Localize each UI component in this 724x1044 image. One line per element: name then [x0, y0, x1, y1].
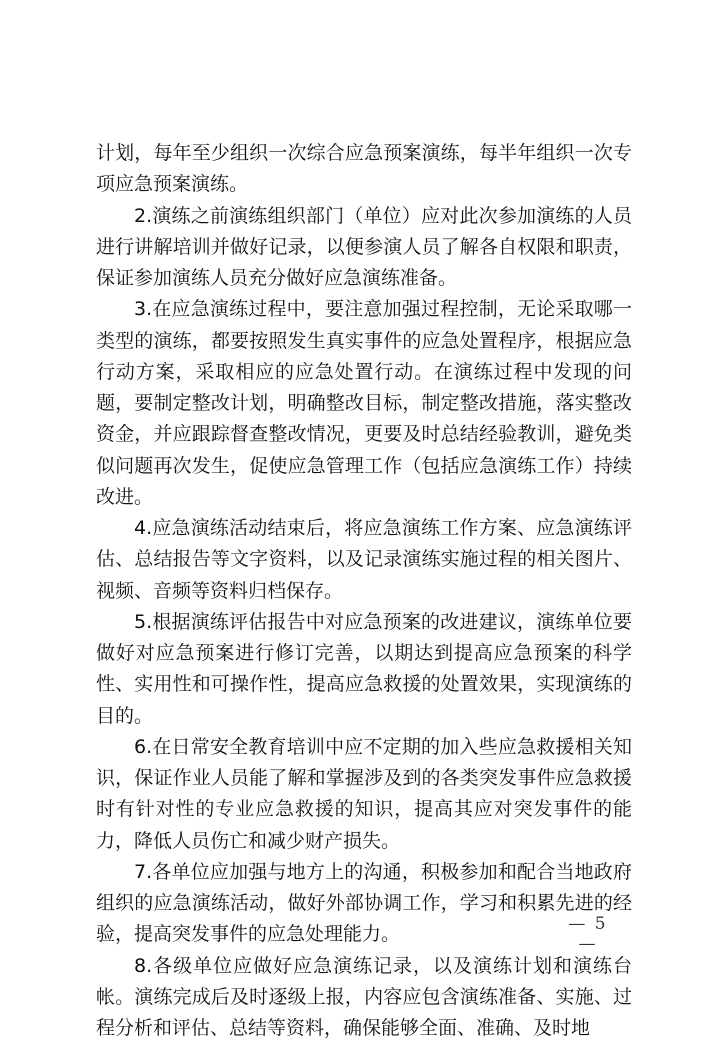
page-number: — 5 —: [556, 914, 620, 954]
paragraph-item-4: 4.应急演练活动结束后，将应急演练工作方案、应急演练评估、总结报告等文字资料，以及记录演练实施过程的相关图片、视频、音频等资料归档保存。: [96, 513, 632, 607]
paragraph-item-3: 3.在应急演练过程中，要注意加强过程控制，无论采取哪一类型的演练，都要按照发生真实事件的应急处置程序，根据应急行动方案，采取相应的应急处置行动。在演练过程中发现的问题，要制定整改计划，明确整改目标，制定整改措施，落实整改资金，并应跟踪督查整改情况，更要及时总结经验教训，避免类似问题再次发生，促使应急管理工作（包括应急演练工作）持续改进。: [96, 294, 632, 513]
paragraph-item-2: 2.演练之前演练组织部门（单位）应对此次参加演练的人员进行讲解培训并做好记录，以便参演人员了解各自权限和职责，保证参加演练人员充分做好应急演练准备。: [96, 201, 632, 295]
paragraph-item-8: 8.各级单位应做好应急演练记录，以及演练计划和演练台帐。演练完成后及时逐级上报，内容应包含演练准备、实施、过程分析和评估、总结等资料，确保能够全面、准确、及时地: [96, 951, 632, 1044]
paragraph-item-6: 6.在日常安全教育培训中应不定期的加入些应急救援相关知识，保证作业人员能了解和掌握涉及到的各类突发事件应急救援时有针对性的专业应急救援的知识，提高其应对突发事件的能力，降低人员伤亡和减少财产损失。: [96, 732, 632, 857]
paragraph-item-5: 5.根据演练评估报告中对应急预案的改进建议，演练单位要做好对应急预案进行修订完善，以期达到提高应急预案的科学性、实用性和可操作性，提高应急救援的处置效果，实现演练的目的。: [96, 607, 632, 732]
paragraph-continuation: 计划，每年至少组织一次综合应急预案演练，每半年组织一次专项应急预案演练。: [96, 138, 632, 201]
document-body: [96, 138, 632, 1044]
paragraph-item-7: 7.各单位应加强与地方上的沟通，积极参加和配合当地政府组织的应急演练活动，做好外部协调工作，学习和积累先进的经验，提高突发事件的应急处理能力。: [96, 857, 632, 951]
